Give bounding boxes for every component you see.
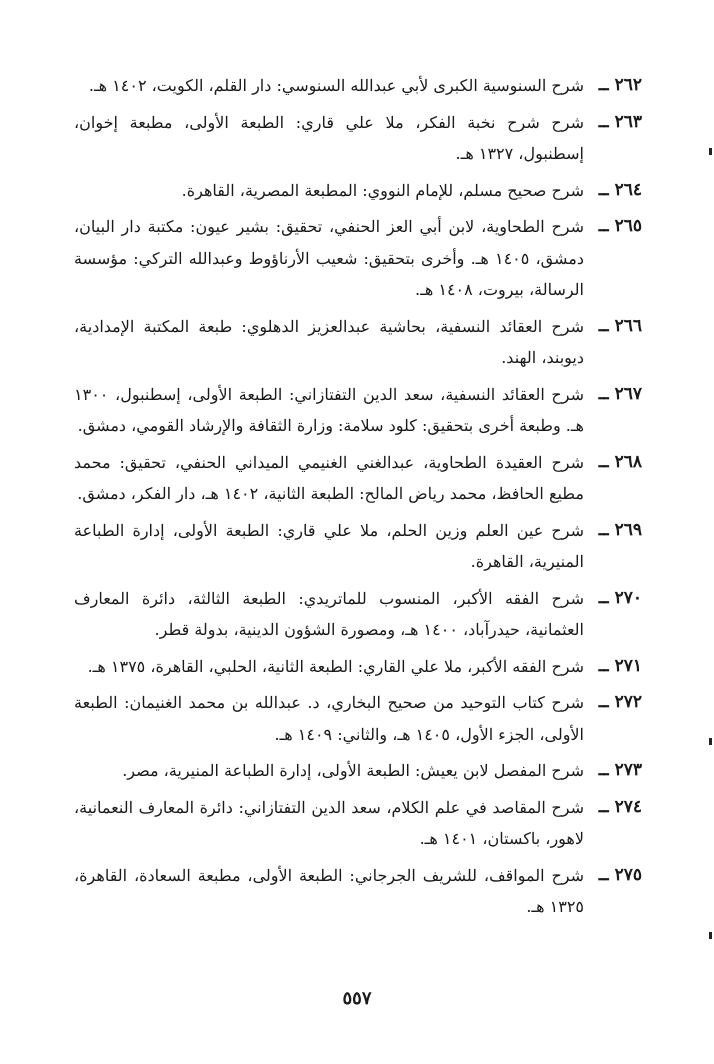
bibliography-entry — [74, 175, 642, 207]
entry-text: شرح كتاب التوحيد من صحيح البخاري، د. عبدالله بن محمد الغنيمان: الطبعة الأولى، الجزء الأول، ١٤٠٥ هـ، والثاني: ١٤٠٩ هـ. — [74, 693, 584, 744]
bibliography-entry — [74, 755, 642, 787]
entry-number: ٢٦٦ ــ — [598, 315, 642, 336]
bibliography-entry — [74, 447, 642, 510]
bibliography-list — [74, 70, 642, 928]
entry-number: ٢٧٥ ــ — [598, 864, 642, 885]
entry-text: شرح العقائد النسفية، سعد الدين التفتازاني: الطبعة الأولى، إسطنبول، ١٣٠٠ هـ. وطبعة أخرى بتحقيق: كلود سلامة: وزارة الثقافة والإرشاد القومي، دمشق. — [74, 384, 584, 435]
entry-text: شرح شرح نخبة الفكر، ملا علي قاري: الطبعة الأولى، مطبعة إخوان، إسطنبول، ١٣٢٧ هـ. — [74, 112, 584, 163]
edge-mark — [709, 148, 712, 155]
entry-number: ٢٦٣ ــ — [598, 111, 642, 132]
bibliography-entry — [74, 651, 642, 683]
bibliography-entry — [74, 107, 642, 170]
entry-number: ٢٦٤ ــ — [598, 179, 642, 200]
entry-number: ٢٦٥ ــ — [598, 216, 642, 236]
entry-text: شرح العقائد النسفية، بحاشية عبدالعزيز الدهلوي: طبعة المكتبة الإمدادية، ديوبند، الهند. — [74, 316, 584, 367]
entry-text: شرح عين العلم وزين الحلم، ملا علي قاري: الطبعة الأولى، إدارة الطباعة المنيرية، القاهرة. — [74, 520, 584, 571]
entry-number: ٢٧٠ ــ — [598, 587, 642, 608]
bibliography-entry — [74, 687, 642, 750]
entry-number: ٢٧٤ ــ — [598, 796, 642, 817]
entry-text: شرح الطحاوية، لابن أبي العز الحنفي، تحقيق: بشير عيون: مكتبة دار البيان، دمشق، ١٤٠٥ هـ. وأخرى بتحقيق: شعيب الأرناؤوط وعبدالله التركي: مؤسسة الرسالة، بيروت، ١٤٠٨ هـ. — [74, 217, 584, 299]
page-number: ٥٥٧ — [342, 988, 372, 1009]
bibliography-entry — [74, 70, 642, 102]
bibliography-entry — [74, 792, 642, 855]
entry-text: شرح الفقه الأكبر، المنسوب للماتريدي: الطبعة الثالثة، دائرة المعارف العثمانية، حيدرآباد، ١٤٠٠ هـ، ومصورة الشؤون الدينية، بدولة قطر. — [74, 588, 584, 639]
entry-number: ٢٧٣ ــ — [598, 760, 642, 780]
entry-text: شرح السنوسية الكبرى لأبي عبدالله السنوسي: دار القلم، الكويت، ١٤٠٢ هـ. — [88, 76, 584, 95]
entry-text: شرح صحيح مسلم، للإمام النووي: المطبعة المصرية، القاهرة. — [181, 180, 584, 200]
bibliography-entry — [74, 211, 642, 306]
edge-mark — [709, 932, 712, 939]
entry-number: ٢٦٧ ــ — [598, 383, 642, 404]
bibliography-entry — [74, 860, 642, 923]
entry-text: شرح المفصل لابن يعيش: الطبعة الأولى، إدارة الطباعة المنيرية، مصر. — [122, 761, 584, 780]
bibliography-entry — [74, 379, 642, 442]
entry-text: شرح المقاصد في علم الكلام، سعد الدين التفتازاني: دائرة المعارف النعمانية، لاهور، باكستان، ١٤٠١ هـ. — [74, 797, 584, 848]
edge-mark — [709, 738, 712, 745]
entry-number: ٢٧٢ ــ — [598, 692, 642, 712]
entry-number: ٢٦٩ ــ — [598, 519, 642, 540]
bibliography-entry — [74, 311, 642, 374]
bibliography-entry — [74, 515, 642, 578]
entry-text: شرح المواقف، للشريف الجرجاني: الطبعة الأولى، مطبعة السعادة، القاهرة، ١٣٢٥ هـ. — [74, 865, 584, 916]
bibliography-entry — [74, 583, 642, 646]
entry-number: ٢٦٨ ــ — [598, 451, 642, 472]
entry-number: ٢٦٢ ــ — [598, 75, 642, 95]
entry-text: شرح العقيدة الطحاوية، عبدالغني الغنيمي الميداني الحنفي، تحقيق: محمد مطيع الحافظ، محمد رياض المالح: الطبعة الثانية، ١٤٠٢ هـ، دار الفكر، دمشق. — [74, 452, 584, 503]
entry-text: شرح الفقه الأكبر، ملا علي القاري: الطبعة الثانية، الحلبي، القاهرة، ١٣٧٥ هـ. — [87, 656, 584, 676]
entry-number: ٢٧١ ــ — [598, 655, 642, 676]
